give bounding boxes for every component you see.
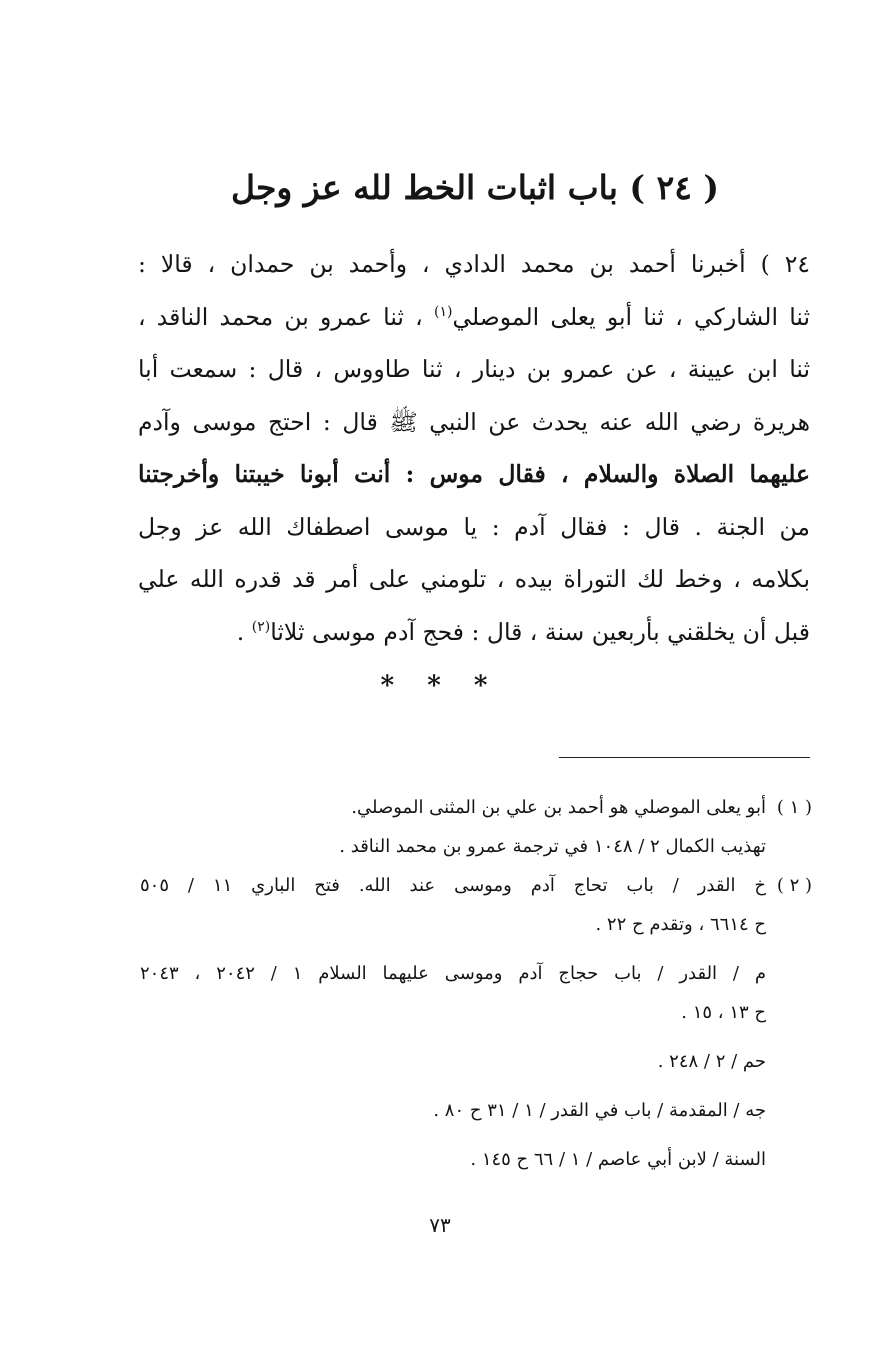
section-separator: * * *	[380, 671, 500, 701]
hadith-line: ٢٤ ) أخبرنا أحمد بن محمد الدادي ، وأحمد بن حمدان ، قالا :	[138, 250, 810, 278]
footnote-line: تهذيب الكمال ٢ / ١٠٤٨ في ترجمة عمرو بن محمد الناقد .	[339, 836, 766, 857]
chapter-title: ( ٢٤ ) باب اثبات الخط لله عز وجل	[230, 168, 720, 207]
footnote-line: السنة / لابن أبي عاصم / ١ / ٦٦ ح ١٤٥ .	[470, 1149, 766, 1170]
hadith-text	[138, 238, 810, 658]
footnote-1	[140, 788, 812, 866]
footnote-line: م / القدر / باب حجاج آدم وموسى عليهما السلام ١ / ٢٠٤٢ ، ٢٠٤٣	[140, 963, 766, 984]
footnote-2	[140, 866, 812, 944]
footnote-number	[766, 1091, 812, 1130]
footnote-number	[766, 1042, 812, 1081]
footnote-body	[140, 866, 766, 944]
footnote-line: خ القدر / باب تحاج آدم وموسى عند الله. فتح الباري ١١ / ٥٠٥	[140, 875, 766, 896]
page-number: ٧٣	[429, 1213, 451, 1237]
footnote-line: أبو يعلى الموصلي هو أحمد بن علي بن المثنى الموصلي.	[351, 797, 766, 818]
footnote-2-ref-ahmad	[140, 1042, 812, 1081]
footnote-2-ref-muslim	[140, 954, 812, 1032]
footnote-line: ح ٦٦١٤ ، وتقدم ح ٢٢ .	[595, 914, 766, 935]
hadith-line-text: قبل أن يخلقني بأربعين سنة ، قال : فحج آدم موسى ثلاثا	[270, 617, 810, 646]
hadith-line: عليهما الصلاة والسلام ، فقال موس : أنت أبونا خيبتنا وأخرجتنا	[138, 460, 810, 488]
hadith-line: بكلامه ، وخط لك التوراة بيده ، تلومني على أمر قد قدره الله علي	[138, 565, 810, 593]
footnote-number: ( ١ )	[776, 797, 812, 818]
footnote-spacer	[140, 1130, 812, 1140]
footnote-body	[140, 954, 766, 1032]
footnote-spacer	[140, 1081, 812, 1091]
footnote-spacer	[140, 1032, 812, 1042]
hadith-line	[138, 606, 810, 659]
footnote-ref-1[interactable]: (١)	[433, 303, 453, 320]
footnote-2-ref-sunnah	[140, 1140, 812, 1179]
footnote-body	[140, 1140, 766, 1179]
hadith-line: هريرة رضي الله عنه يحدث عن النبي ﷺ قال : احتج موسى وآدم	[138, 407, 810, 436]
footnote-number	[766, 954, 812, 993]
hadith-line-text: ثنا الشاركي ، ثنا أبو يعلى الموصلي	[452, 302, 810, 331]
footnote-body	[140, 1042, 766, 1081]
hadith-line-text: .	[236, 617, 252, 646]
footnote-line: جه / المقدمة / باب في القدر / ١ / ٣١ ح ٨٠ .	[433, 1100, 766, 1121]
footnote-number	[766, 1140, 812, 1179]
footnote-body	[140, 788, 766, 866]
footnote-line: حم / ٢ / ٢٤٨ .	[657, 1051, 766, 1072]
footnote-ref-2[interactable]: (٢)	[251, 618, 271, 635]
footnote-spacer	[140, 944, 812, 954]
hadith-line: من الجنة . قال : فقال آدم : يا موسى اصطفاك الله عز وجل	[138, 512, 810, 541]
hadith-line	[138, 291, 810, 344]
footnote-line: ح ١٣ ، ١٥ .	[681, 1002, 766, 1023]
hadith-line: ثنا ابن عيينة ، عن عمرو بن دينار ، ثنا طاووس ، قال : سمعت أبا	[138, 355, 810, 383]
footnotes	[140, 788, 812, 1179]
footnote-2-ref-ibn-majah	[140, 1091, 812, 1130]
footnote-body	[140, 1091, 766, 1130]
footnote-divider	[559, 757, 810, 758]
footnote-number: ( ٢ )	[776, 875, 812, 896]
hadith-line-text: ، ثنا عمرو بن محمد الناقد ،	[138, 302, 434, 331]
